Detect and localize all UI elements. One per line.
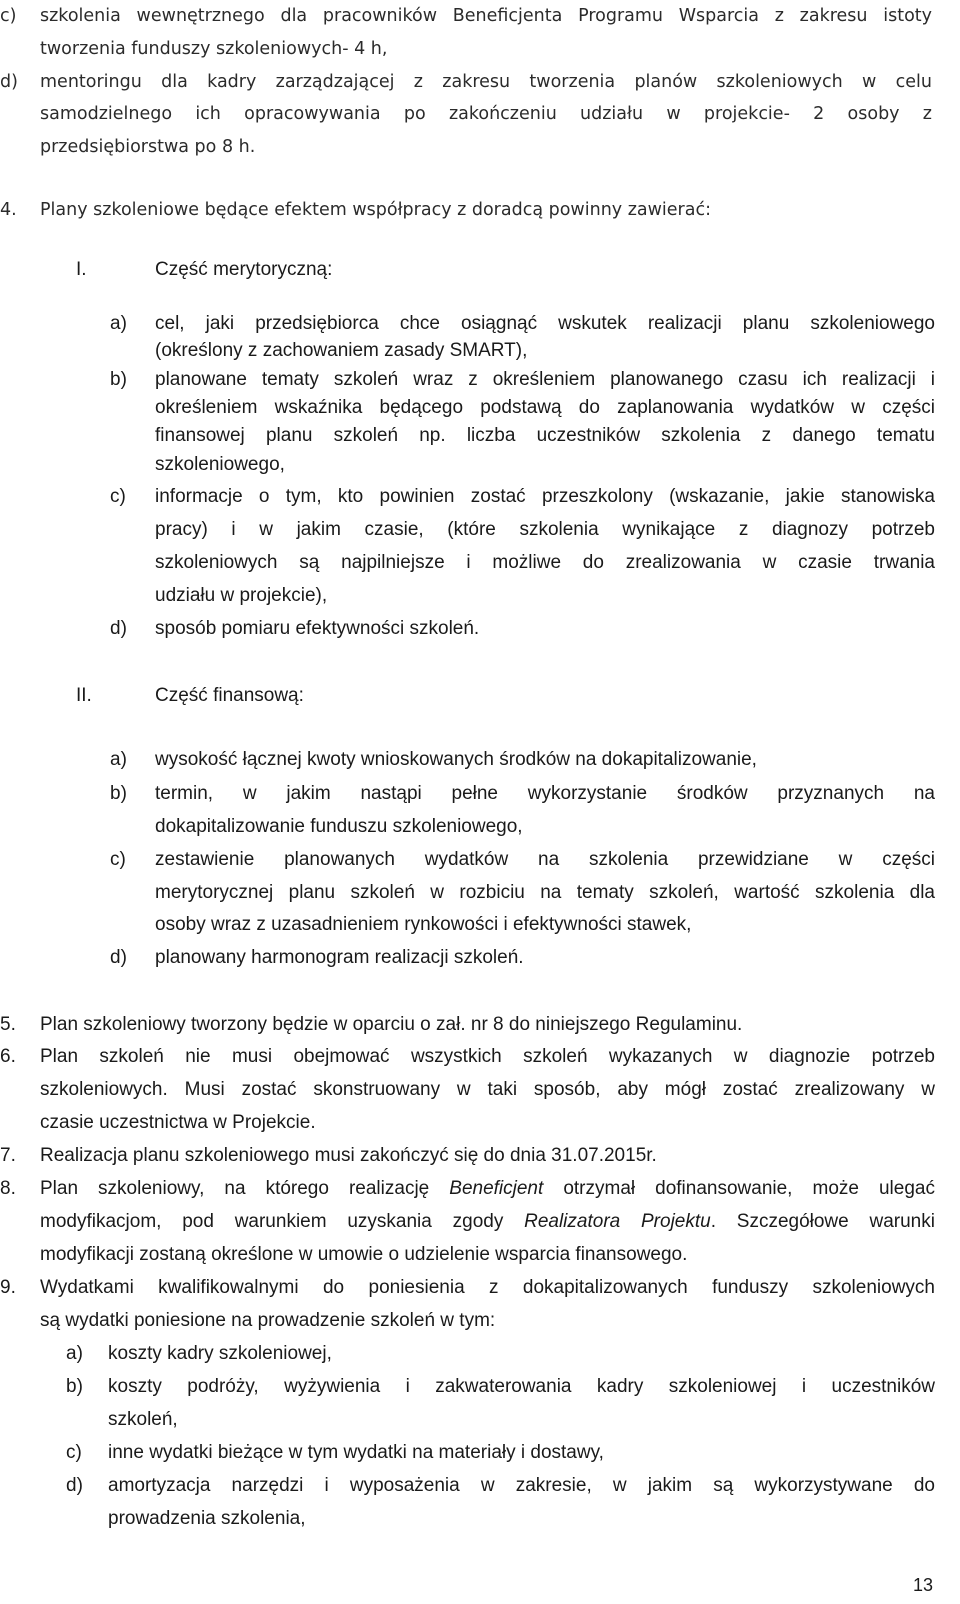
item-8-line-2 — [40, 1210, 935, 1234]
item-7-line-1: Realizacja planu szkoleniowego musi zakończyć się do dnia 31.07.2015r. — [40, 1145, 657, 1166]
item-6-line-3: czasie uczestnictwa w Projekcie. — [40, 1112, 316, 1133]
item-8-line-1-post: otrzymał dofinansowanie, może ulegać — [543, 1178, 935, 1199]
item-9-a-line-1: koszty kadry szkoleniowej, — [108, 1343, 332, 1364]
item-9-label-d: d) — [66, 1475, 83, 1496]
part-1-b-line-4: szkoleniowego, — [155, 454, 285, 475]
part-1-label-b: b) — [110, 369, 127, 390]
list-label-c: c) — [0, 6, 17, 26]
part-1-c-line-2: pracy) i w jakim czasie, (które szkolenia wynikające z diagnozy potrzeb — [155, 519, 935, 540]
intro-c-line-1: szkolenia wewnętrznego dla pracowników Beneficjenta Programu Wsparcia z zakresu istoty — [40, 6, 932, 26]
page-number: 13 — [913, 1575, 934, 1595]
item-8-line-3: modyfikacji zostaną określone w umowie o udzielenie wsparcia finansowego. — [40, 1244, 688, 1265]
item-9-b-line-2: szkoleń, — [108, 1409, 178, 1430]
part-2-number: II. — [76, 685, 92, 706]
item-8-line-1 — [40, 1177, 935, 1201]
beneficiary-term: Beneficjent — [449, 1178, 544, 1199]
item-9-line-2: są wydatki poniesione na prowadzenie szkoleń w tym: — [40, 1310, 496, 1331]
part-1-c-line-1: informacje o tym, kto powinien zostać przeszkolony (wskazanie, jakie stanowiska — [155, 486, 935, 507]
item-8-line-1-pre: Plan szkoleniowy, na którego realizację — [40, 1178, 450, 1199]
part-2-label-b: b) — [110, 783, 127, 804]
part-1-b-line-3: finansowej planu szkoleń np. liczba uczestników szkolenia z danego tematu — [155, 425, 935, 446]
part-2-title: Część finansową: — [155, 685, 304, 706]
item-7-number: 7. — [0, 1145, 16, 1166]
item-5-line-1: Plan szkoleniowy tworzony będzie w oparciu o zał. nr 8 do niniejszego Regulaminu. — [40, 1014, 743, 1035]
item-9-line-1: Wydatkami kwalifikowalnymi do poniesienia z dokapitalizowanych funduszy szkoleniowych — [40, 1277, 935, 1298]
intro-d-line-1: mentoringu dla kadry zarządzającej z zakresu tworzenia planów szkoleniowych w celu — [40, 72, 932, 92]
item-9-number: 9. — [0, 1277, 16, 1298]
part-2-b-line-2: dokapitalizowanie funduszu szkoleniowego, — [155, 816, 523, 837]
item-6-line-2: szkoleniowych. Musi zostać skonstruowany w taki sposób, aby mógł zostać zrealizowany w — [40, 1079, 935, 1100]
item-4-number: 4. — [0, 200, 17, 220]
item-8-line-2-post: . Szczegółowe warunki — [710, 1211, 935, 1232]
item-8-line-2-pre: modyfikacjom, pod warunkiem uzyskania zgody — [40, 1211, 525, 1232]
item-5-number: 5. — [0, 1014, 16, 1035]
item-6-number: 6. — [0, 1046, 16, 1067]
part-2-label-c: c) — [110, 849, 126, 870]
part-1-title: Część merytoryczną: — [155, 259, 333, 280]
intro-d-line-2: samodzielnego ich opracowywania po zakończeniu udziału w projekcie- 2 osoby z — [40, 104, 932, 124]
part-2-d-line-1: planowany harmonogram realizacji szkoleń. — [155, 947, 524, 968]
part-2-b-line-1: termin, w jakim nastąpi pełne wykorzystanie środków przyznanych na — [155, 783, 935, 804]
part-1-number: I. — [76, 259, 87, 280]
item-8-number: 8. — [0, 1178, 16, 1199]
item-4-text: Plany szkoleniowe będące efektem współpracy z doradcą powinny zawierać: — [40, 200, 711, 220]
item-9-d-line-1: amortyzacja narzędzi i wyposażenia w zakresie, w jakim są wykorzystywane do — [108, 1475, 935, 1496]
part-1-a-line-1: cel, jaki przedsiębiorca chce osiągnąć wskutek realizacji planu szkoleniowego — [155, 313, 935, 334]
item-9-b-line-1: koszty podróży, wyżywienia i zakwaterowania kadry szkoleniowej i uczestników — [108, 1376, 935, 1397]
part-2-label-a: a) — [110, 749, 127, 770]
project-implementer-term: Realizatora Projektu — [524, 1211, 711, 1232]
item-6-line-1: Plan szkoleń nie musi obejmować wszystkich szkoleń wykazanych w diagnozie potrzeb — [40, 1046, 935, 1067]
intro-d-line-3: przedsiębiorstwa po 8 h. — [40, 137, 256, 157]
part-2-c-line-2: merytorycznej planu szkoleń w rozbiciu na tematy szkoleń, wartość szkolenia dla — [155, 882, 935, 903]
part-1-d-line-1: sposób pomiaru efektywności szkoleń. — [155, 618, 480, 639]
part-2-c-line-1: zestawienie planowanych wydatków na szkolenia przewidziane w części — [155, 849, 935, 870]
part-1-b-line-1: planowane tematy szkoleń wraz z określeniem planowanego czasu ich realizacji i — [155, 369, 935, 390]
part-2-a-line-1: wysokość łącznej kwoty wnioskowanych środków na dokapitalizowanie, — [155, 749, 757, 770]
part-1-label-c: c) — [110, 486, 126, 507]
part-1-a-line-2: (określony z zachowaniem zasady SMART), — [155, 340, 528, 361]
item-9-label-a: a) — [66, 1343, 83, 1364]
item-9-label-c: c) — [66, 1442, 82, 1463]
part-2-label-d: d) — [110, 947, 127, 968]
part-1-label-d: d) — [110, 618, 127, 639]
part-1-b-line-2: określeniem wskaźnika będącego podstawą do zaplanowania wydatków w części — [155, 397, 935, 418]
part-2-c-line-3: osoby wraz z uzasadnieniem rynkowości i efektywności stawek, — [155, 914, 692, 935]
item-9-label-b: b) — [66, 1376, 83, 1397]
part-1-c-line-4: udziału w projekcie), — [155, 585, 328, 606]
part-1-label-a: a) — [110, 313, 127, 334]
list-label-d: d) — [0, 72, 18, 92]
part-1-c-line-3: szkoleniowych są najpilniejsze i możliwe do zrealizowania w czasie trwania — [155, 552, 935, 573]
intro-c-line-2: tworzenia funduszy szkoleniowych- 4 h, — [40, 39, 388, 59]
item-9-c-line-1: inne wydatki bieżące w tym wydatki na materiały i dostawy, — [108, 1442, 604, 1463]
item-9-d-line-2: prowadzenia szkolenia, — [108, 1508, 306, 1529]
